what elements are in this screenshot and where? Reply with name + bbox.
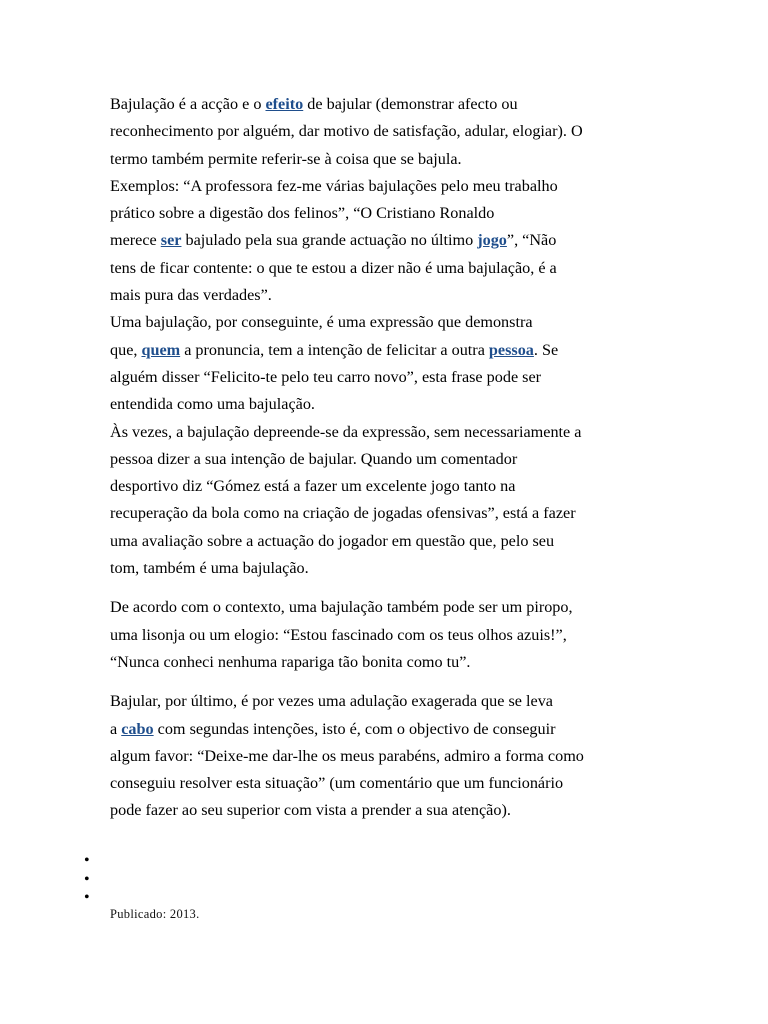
text-line (110, 770, 670, 797)
text-line (110, 200, 670, 227)
text-segment: uma avaliação sobre a actuação do jogador em questão que, pelo seu (110, 531, 555, 550)
text-segment: mais pura das verdades”. (110, 286, 272, 305)
text-segment: termo também permite referir-se à coisa que se bajula. (110, 149, 462, 168)
text-line (110, 282, 670, 309)
text-segment: “Nunca conheci nenhuma rapariga tão bonita como tu”. (110, 652, 471, 671)
text-segment: de bajular (demonstrar afecto ou (303, 95, 518, 113)
text-line (110, 528, 670, 555)
text-segment: alguém disser “Felicito-te pelo teu carro novo”, esta frase pode ser (110, 367, 542, 386)
paragraph (110, 688, 670, 824)
inline-link-cabo[interactable]: cabo (121, 719, 154, 738)
text-segment: reconhecimento por alguém, dar motivo de satisfação, adular, elogiar). O (110, 122, 583, 141)
text-line (110, 473, 670, 500)
text-line (110, 555, 670, 582)
paragraph-gap (110, 676, 670, 688)
paragraph (110, 594, 670, 676)
inline-link-quem[interactable]: quem (141, 340, 181, 359)
text-segment: que, (110, 340, 142, 359)
inline-link-efeito[interactable]: efeito (265, 95, 304, 113)
bullet-marker: • (84, 870, 90, 888)
paragraph (110, 91, 670, 582)
text-segment: algum favor: “Deixe-me dar-lhe os meus parabéns, admiro a forma como (110, 746, 584, 765)
text-segment: recuperação da bola como na criação de jogadas ofensivas”, está a fazer (110, 504, 576, 523)
text-segment: pessoa dizer a sua intenção de bajular. Quando um comentador (110, 449, 518, 468)
text-line (110, 419, 670, 446)
text-segment: a pronuncia, tem a intenção de felicitar a outra (180, 340, 489, 359)
bullet-marker: • (84, 889, 90, 906)
text-segment: ”, “Não (506, 231, 557, 250)
paragraph-gap (110, 582, 670, 594)
text-segment: tom, também é uma bajulação. (110, 559, 309, 578)
text-line (110, 743, 670, 770)
inline-link-jogo[interactable]: jogo (477, 231, 507, 250)
text-line (110, 391, 670, 418)
text-line (110, 716, 670, 743)
text-line (110, 446, 670, 473)
text-line (110, 797, 670, 824)
inline-link-ser[interactable]: ser (160, 231, 182, 250)
text-segment: Bajulação é a acção e o (110, 95, 266, 113)
text-line (110, 118, 670, 145)
text-segment: tens de ficar contente: o que te estou a dizer não é uma bajulação, é a (110, 258, 557, 277)
text-line (110, 622, 670, 649)
bullet-marker: • (84, 852, 90, 869)
text-segment: De acordo com o contexto, uma bajulação também pode ser um piropo, (110, 598, 573, 617)
text-line (110, 649, 670, 676)
text-segment: merece (110, 231, 161, 250)
text-segment: Uma bajulação, por conseguinte, é uma expressão que demonstra (110, 313, 533, 332)
article-body (110, 91, 670, 825)
text-line (110, 337, 670, 364)
text-segment: conseguiu resolver esta situação” (um comentário que um funcionário (110, 774, 564, 793)
text-line (110, 500, 670, 527)
text-segment: entendida como uma bajulação. (110, 395, 315, 414)
inline-link-pessoa[interactable]: pessoa (488, 340, 534, 359)
text-segment: prático sobre a digestão dos felinos”, “O Cristiano Ronaldo (110, 204, 495, 223)
text-segment: com segundas intenções, isto é, com o objectivo de conseguir (153, 719, 556, 738)
text-segment: bajulado pela sua grande actuação no último (181, 231, 478, 250)
published-date: Publicado: 2013. (110, 907, 200, 921)
text-line (110, 364, 670, 391)
text-line (110, 227, 670, 254)
empty-bullet-list (84, 852, 90, 908)
text-line (110, 255, 670, 282)
text-segment: uma lisonja ou um elogio: “Estou fascinado com os teus olhos azuis!”, (110, 625, 567, 644)
text-line (110, 594, 670, 621)
text-segment: a (110, 719, 122, 738)
text-segment: Às vezes, a bajulação depreende-se da expressão, sem necessariamente a (110, 422, 582, 441)
text-line (110, 688, 670, 715)
text-line (110, 173, 670, 200)
text-line (110, 309, 670, 336)
text-segment: pode fazer ao seu superior com vista a prender a sua atenção). (110, 801, 511, 820)
text-segment: Exemplos: “A professora fez-me várias bajulações pelo meu trabalho (110, 176, 558, 195)
text-segment: desportivo diz “Gómez está a fazer um excelente jogo tanto na (110, 477, 516, 496)
text-line (110, 91, 670, 118)
text-line (110, 146, 670, 173)
text-segment: . Se (533, 340, 559, 359)
text-segment: Bajular, por último, é por vezes uma adulação exagerada que se leva (110, 692, 553, 711)
